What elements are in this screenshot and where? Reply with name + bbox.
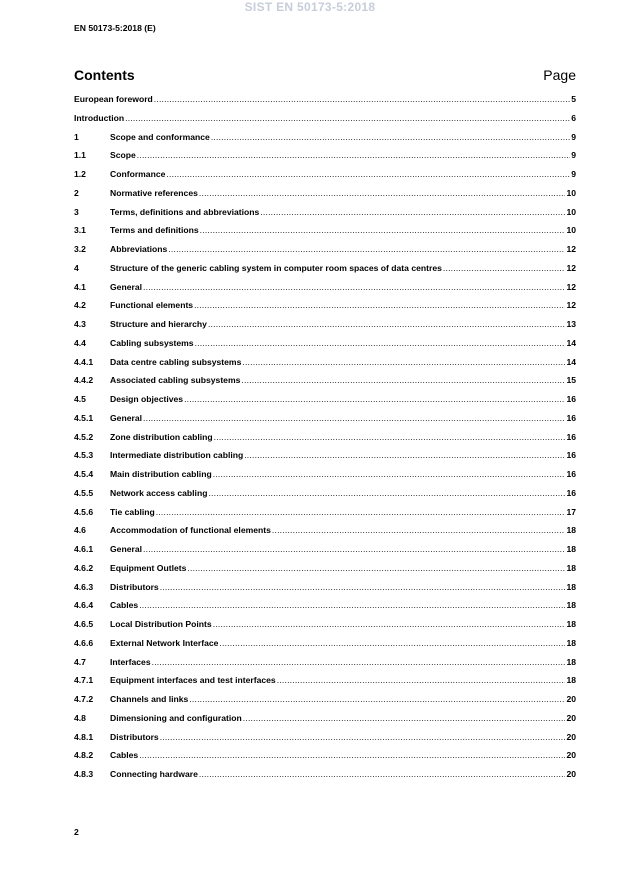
toc-entry-page: 15 [566, 375, 576, 386]
toc-entry-title: Tie cabling [110, 506, 155, 517]
toc-entry[interactable] [74, 300, 576, 319]
toc-entry-title: Accommodation of functional elements [110, 525, 271, 536]
toc-entry[interactable] [74, 357, 576, 376]
toc-entry-title: Introduction [74, 112, 125, 123]
toc-entry[interactable] [74, 507, 576, 526]
toc-entry-page: 20 [566, 712, 576, 723]
toc-entry-number: 4.5.3 [74, 450, 94, 461]
toc-entry[interactable] [74, 338, 576, 357]
toc-entry-page: 18 [566, 600, 576, 611]
toc-entry[interactable] [74, 132, 576, 151]
toc-entry-title: Terms, definitions and abbreviations [110, 206, 260, 217]
dot-leader [199, 188, 566, 198]
toc-entry-number: 4.4 [74, 337, 86, 348]
toc-entry-page: 18 [566, 544, 576, 554]
toc-entry-number: 4.1 [74, 281, 86, 292]
toc-entry-title: Cables [110, 600, 139, 611]
toc-entry[interactable] [74, 263, 576, 282]
toc-entry-page: 10 [566, 225, 576, 236]
dot-leader [208, 319, 565, 329]
toc-entry-number: 4.6 [74, 525, 86, 536]
toc-entry-title: Structure of the generic cabling system in computer room spaces of data centres [110, 262, 442, 273]
toc-entry-title: Conformance [110, 169, 166, 179]
toc-entry-title: Scope and conformance [110, 131, 210, 142]
toc-entry-number: 4.5 [74, 394, 86, 404]
toc-entry-number: 4.7.1 [74, 675, 94, 686]
toc-entry[interactable] [74, 319, 576, 338]
toc-entry[interactable] [74, 600, 576, 619]
toc-entry-title: External Network Interface [110, 637, 219, 648]
dot-leader [243, 713, 566, 723]
toc-entry-page: 18 [566, 525, 576, 536]
dot-leader [241, 375, 565, 385]
toc-entry-page: 20 [566, 750, 576, 761]
toc-entry-title: Abbreviations [110, 244, 168, 254]
toc-entry-page: 18 [566, 562, 576, 573]
toc-entry-page: 13 [566, 319, 576, 329]
toc-entry-number: 4.8 [74, 712, 86, 723]
toc-entry-title: Cabling subsystems [110, 337, 194, 348]
toc-entry[interactable] [74, 375, 576, 394]
toc-entry-title: European foreword [74, 94, 153, 104]
dot-leader [443, 263, 566, 273]
toc-entry[interactable] [74, 713, 576, 732]
toc-entry-title: General [110, 281, 143, 292]
toc-entry-number: 4.5.4 [74, 469, 94, 479]
dot-leader [194, 300, 565, 310]
toc-entry-number: 1 [74, 131, 79, 142]
toc-entry-number: 4.8.3 [74, 769, 94, 779]
toc-entry-page: 20 [566, 769, 576, 779]
toc-entry-number: 4.4.2 [74, 375, 94, 386]
dot-leader [125, 113, 570, 123]
dot-leader [166, 169, 570, 179]
toc-entry-title: Channels and links [110, 694, 189, 704]
toc-entry-title: General [110, 412, 143, 423]
toc-entry-title: Scope [110, 150, 136, 161]
toc-entry-page: 6 [571, 112, 576, 123]
dot-leader [160, 732, 566, 742]
toc-entry[interactable] [74, 638, 576, 657]
toc-entry-title: Dimensioning and configuration [110, 712, 242, 723]
toc-entry-page: 10 [566, 206, 576, 217]
dot-leader [137, 150, 570, 160]
dot-leader [260, 207, 565, 217]
dot-leader [187, 563, 565, 573]
toc-entry-page: 16 [566, 412, 576, 423]
toc-entry-number: 1.2 [74, 169, 86, 179]
toc-entry[interactable] [74, 450, 576, 469]
page-number: 2 [74, 827, 79, 837]
toc-entry[interactable] [74, 94, 576, 113]
toc-entry-page: 14 [566, 337, 576, 348]
toc-entry-title: Cables [110, 750, 139, 761]
dot-leader [208, 488, 565, 498]
page-column-heading: Page [543, 67, 576, 83]
toc-entry-number: 4.5.1 [74, 412, 94, 423]
toc-entry-number: 1.1 [74, 150, 86, 161]
toc-entry-title: Network access cabling [110, 487, 208, 498]
dot-leader [214, 432, 566, 442]
toc-entry[interactable] [74, 582, 576, 601]
toc-entry[interactable] [74, 113, 576, 132]
toc-entry-page: 18 [566, 637, 576, 648]
toc-entry-title: Normative references [110, 187, 198, 198]
toc-entry-number: 4.6.3 [74, 581, 94, 592]
toc-entry[interactable] [74, 488, 576, 507]
toc-entry-number: 4.6.4 [74, 600, 94, 611]
toc-entry-title: Intermediate distribution cabling [110, 450, 244, 461]
dot-leader [277, 675, 566, 685]
dot-leader [244, 450, 565, 460]
toc-entry[interactable] [74, 544, 576, 563]
toc-entry-number: 2 [74, 187, 79, 198]
dot-leader [211, 132, 570, 142]
toc-entry[interactable] [74, 225, 576, 244]
toc-entry-number: 4.7.2 [74, 694, 94, 704]
toc-entry[interactable] [74, 675, 576, 694]
dot-leader [200, 225, 566, 235]
toc-entry-page: 10 [566, 187, 576, 198]
toc-entry-title: Distributors [110, 581, 159, 592]
toc-entry[interactable] [74, 732, 576, 751]
watermark: SIST EN 50173-5:2018 [244, 0, 376, 14]
dot-leader [152, 657, 566, 667]
dot-leader [213, 619, 566, 629]
toc-entry[interactable] [74, 694, 576, 713]
toc-entry-page: 17 [566, 506, 576, 517]
toc-entry-page: 12 [566, 300, 576, 311]
table-of-contents [74, 94, 576, 788]
toc-entry-page: 16 [566, 469, 576, 479]
dot-leader [242, 357, 565, 367]
toc-entry-title: Interfaces [110, 656, 151, 667]
toc-entry-title: General [110, 544, 143, 554]
toc-entry-number: 4.5.6 [74, 506, 94, 517]
toc-entry-title: Local Distribution Points [110, 619, 212, 629]
dot-leader [184, 394, 565, 404]
toc-entry-title: Functional elements [110, 300, 194, 311]
toc-entry-title: Zone distribution cabling [110, 431, 213, 442]
toc-entry[interactable] [74, 432, 576, 451]
toc-entry-page: 18 [566, 656, 576, 667]
toc-entry-page: 12 [566, 244, 576, 254]
toc-entry-title: Equipment Outlets [110, 562, 187, 573]
toc-entry-number: 4.4.1 [74, 356, 94, 367]
dot-leader [139, 750, 565, 760]
toc-entry-number: 4.2 [74, 300, 86, 311]
dot-leader [168, 244, 565, 254]
toc-entry[interactable] [74, 563, 576, 582]
toc-entry-number: 4.6.5 [74, 619, 94, 629]
toc-entry[interactable] [74, 244, 576, 263]
toc-entry-number: 4.8.1 [74, 731, 94, 742]
toc-entry-number: 4 [74, 262, 79, 273]
toc-entry-page: 5 [571, 94, 576, 104]
dot-leader [143, 413, 565, 423]
dot-leader [219, 638, 565, 648]
dot-leader [213, 469, 566, 479]
toc-entry-page: 18 [566, 581, 576, 592]
toc-entry-number: 4.7 [74, 656, 86, 667]
toc-entry-title: Terms and definitions [110, 225, 199, 236]
toc-entry[interactable] [74, 750, 576, 769]
toc-entry-number: 4.6.6 [74, 637, 94, 648]
dot-leader [160, 582, 566, 592]
toc-entry[interactable] [74, 188, 576, 207]
toc-entry[interactable] [74, 394, 576, 413]
toc-entry[interactable] [74, 469, 576, 488]
toc-entry[interactable] [74, 150, 576, 169]
toc-entry-title: Equipment interfaces and test interfaces [110, 675, 276, 686]
toc-entry[interactable] [74, 413, 576, 432]
toc-entry-title: Associated cabling subsystems [110, 375, 241, 386]
dot-leader [139, 600, 565, 610]
toc-entry-page: 9 [571, 169, 576, 179]
dot-leader [189, 694, 565, 704]
toc-entry-title: Connecting hardware [110, 769, 198, 779]
dot-leader [154, 94, 570, 104]
toc-entry-number: 3.1 [74, 225, 86, 236]
document-id: EN 50173-5:2018 (E) [74, 23, 156, 33]
toc-entry-page: 20 [566, 731, 576, 742]
toc-entry[interactable] [74, 169, 576, 188]
toc-entry-number: 4.5.2 [74, 431, 94, 442]
dot-leader [156, 507, 566, 517]
toc-entry-page: 16 [566, 394, 576, 404]
toc-entry-number: 4.8.2 [74, 750, 94, 761]
toc-entry-page: 14 [566, 356, 576, 367]
dot-leader [143, 544, 565, 554]
dot-leader [199, 769, 566, 779]
toc-entry-number: 4.3 [74, 319, 86, 329]
toc-entry-page: 18 [566, 619, 576, 629]
toc-entry-page: 20 [566, 694, 576, 704]
dot-leader [272, 525, 566, 535]
toc-entry[interactable] [74, 525, 576, 544]
toc-entry[interactable] [74, 207, 576, 226]
toc-entry[interactable] [74, 769, 576, 788]
toc-entry-page: 12 [566, 262, 576, 273]
toc-entry-page: 16 [566, 431, 576, 442]
toc-entry-title: Data centre cabling subsystems [110, 356, 242, 367]
toc-entry-page: 16 [566, 487, 576, 498]
toc-entry-title: Structure and hierarchy [110, 319, 207, 329]
toc-entry-title: Main distribution cabling [110, 469, 212, 479]
toc-entry-number: 4.6.1 [74, 544, 94, 554]
toc-entry[interactable] [74, 282, 576, 301]
toc-entry-page: 18 [566, 675, 576, 686]
toc-entry-title: Distributors [110, 731, 159, 742]
contents-heading: Contents [74, 67, 135, 83]
dot-leader [195, 338, 566, 348]
toc-entry-page: 9 [571, 150, 576, 161]
toc-entry-page: 16 [566, 450, 576, 461]
toc-entry-title: Design objectives [110, 394, 184, 404]
toc-entry-page: 9 [571, 131, 576, 142]
toc-entry-page: 12 [566, 281, 576, 292]
toc-entry-number: 3.2 [74, 244, 86, 254]
toc-entry[interactable] [74, 619, 576, 638]
toc-entry-number: 3 [74, 206, 79, 217]
toc-entry-number: 4.6.2 [74, 562, 94, 573]
toc-entry[interactable] [74, 657, 576, 676]
dot-leader [143, 282, 565, 292]
toc-entry-number: 4.5.5 [74, 487, 94, 498]
